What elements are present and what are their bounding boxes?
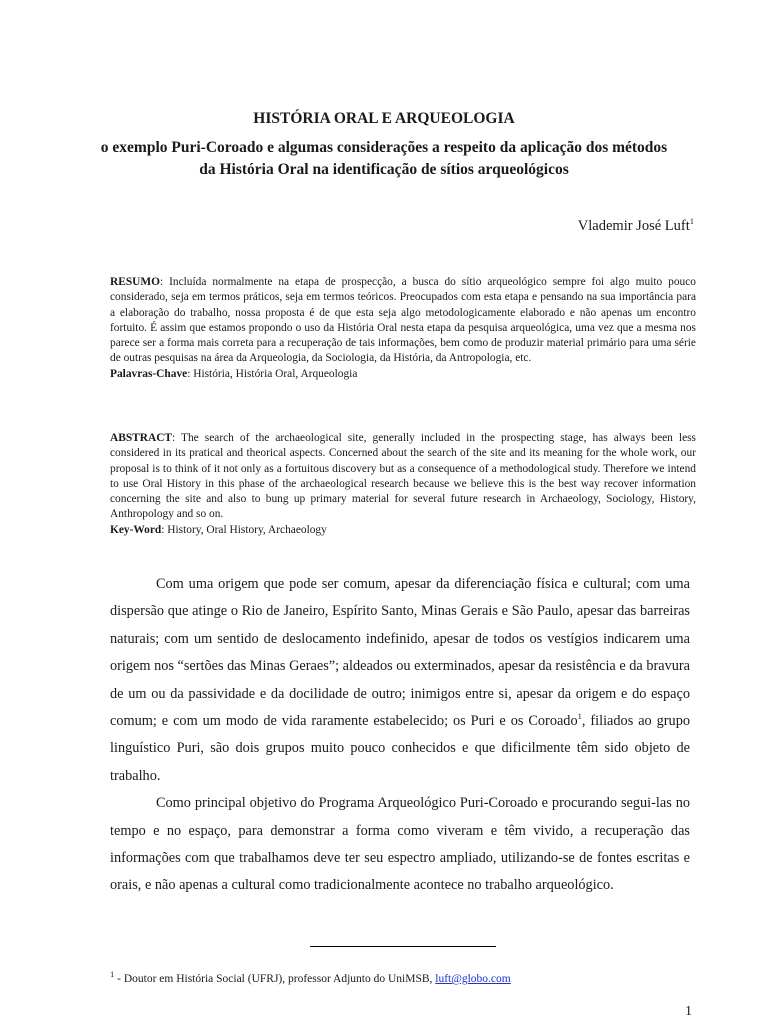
body-paragraph-1-part-1: Com uma origem que pode ser comum, apesar da diferenciação física e cultural; com uma dispersão que atinge o Rio de Janeiro, Espírito Santo, Minas Gerais e São Paulo, apesar das barreiras naturais; com um sentido de deslocamento indefinido, apesar de todos os vestígios indicarem uma origem nos “sertões das Minas Geraes”; aldeados ou exterminados, apesar da resistência e da bravura de um ou da passividade e da docilidade de outro; inimigos entre si, apesar da origem e do espaço comum; e com um modo de vida raramente estabelecido; os Puri e os Coroado (110, 576, 690, 730)
author-footnote-mark: 1 (689, 216, 694, 227)
author-line (578, 218, 694, 235)
paper-subtitle-line-1: o exemplo Puri-Coroado e algumas considerações a respeito da aplicação dos métodos (100, 139, 668, 156)
resumo-paragraph (110, 275, 696, 367)
body-paragraph-2: Como principal objetivo do Programa Arqueológico Puri-Coroado e procurando segui-las no tempo e no espaço, para demonstrar a forma como viveram e têm vivido, a recuperação das informações com que trabalhamos deve ter seu espectro ampliado, utilizando-se de fontes escritas e orais, e não apenas a cultural como tradicionalmente acontece no trabalho arqueológico. (110, 795, 690, 894)
abstract-text: : The search of the archaeological site, generally included in the prospecting stage, has always been less considered in its pratical and theorical aspects. Concerned about the search of the site and its meaning for the whole work, our proposal is to think of it not only as a fortuitous discovery but as a consequence of a methodological study. Therefore we intend to use Oral History in this phase of the archaeological research because we believe this is the best way recover information concerning the site and also to bung up primary material for several future research in Archaeology, Sociology, History, Anthropology and so on. (110, 432, 696, 521)
resumo-section (110, 275, 696, 382)
paper-subtitle-line-2: da História Oral na identificação de sítios arqueológicos (199, 161, 569, 178)
body-text (110, 571, 690, 900)
resumo-label: RESUMO (110, 276, 160, 288)
key-word-line (110, 523, 696, 538)
palavras-chave-text: : História, História Oral, Arqueologia (187, 367, 358, 380)
page-number: 1 (685, 1004, 692, 1019)
abstract-paragraph (110, 431, 696, 523)
resumo-text: : Incluída normalmente na etapa de prospecção, a busca do sítio arqueológico sempre foi algo muito pouco considerado, seja em termos práticos, seja em termos teóricos. Preocupados com esta etapa e pensando na sua importância para a elaboração do trabalho, nossa proposta é de que esta seja algo metodologicamente elaborado e não apenas um encontro fortuito. É assim que estamos propondo o uso da História Oral nesta etapa da pesquisa arqueológica, uma vez que a mesma nos parece ser a forma mais correta para a recuperação de tais informações, bem como de produzir material primário para uma série de outras pesquisas na área da Arqueologia, da Sociologia, da História, da Antropologia, etc. (110, 276, 696, 365)
palavras-chave-label: Palavras-Chave (110, 367, 188, 380)
palavras-chave-line (110, 367, 696, 382)
footnote-mark: 1 (110, 969, 115, 980)
footnote-text: - Doutor em História Social (UFRJ), professor Adjunto do UniMSB, (114, 973, 436, 985)
body-paragraph-1-part-2: , filiados ao grupo linguístico Puri, são dois grupos muito pouco conhecidos e que dificilmente têm sido objeto de trabalho. (110, 713, 690, 784)
abstract-label: ABSTRACT (110, 432, 173, 444)
footnote-email-link[interactable]: luft@globo.com (435, 973, 511, 985)
footnote (110, 969, 511, 985)
title-block (0, 108, 768, 181)
body-paragraph-1 (110, 571, 690, 790)
footnote-separator (310, 946, 496, 947)
paper-title: HISTÓRIA ORAL E ARQUEOLOGIA (253, 110, 515, 127)
abstract-section (110, 431, 696, 538)
body-footnote-mark: 1 (577, 711, 582, 722)
key-word-text: : History, Oral History, Archaeology (161, 523, 327, 536)
author-name: Vlademir José Luft (577, 218, 690, 234)
key-word-label: Key-Word (110, 523, 162, 536)
